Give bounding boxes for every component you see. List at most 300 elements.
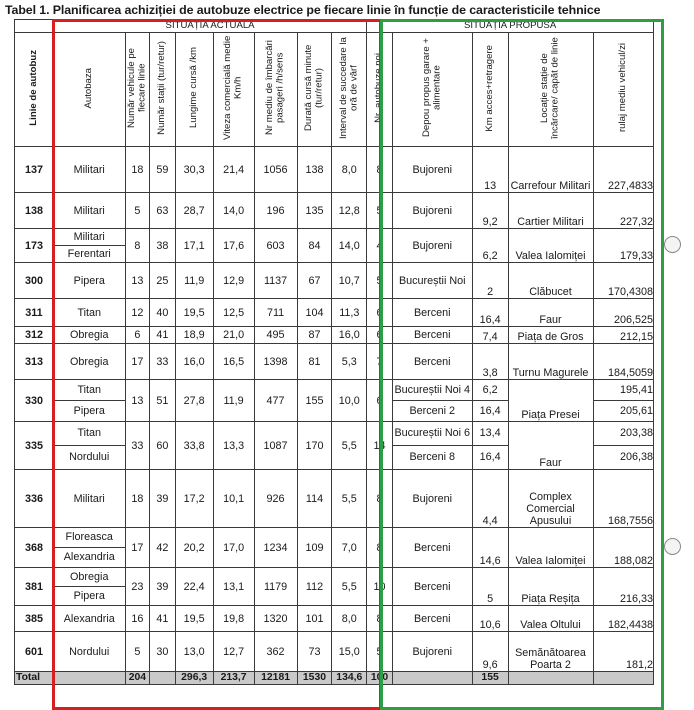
total-cell: 213,7	[213, 672, 254, 685]
radio-button[interactable]	[664, 236, 681, 253]
cell-new-buses: 14	[367, 422, 393, 470]
cell-autobaza	[53, 299, 125, 327]
column-header-label: Linie de autobuz	[27, 50, 39, 126]
cell-speed: 21,4	[213, 147, 254, 193]
column-header-label: Autobaza	[82, 67, 94, 109]
column-header	[175, 33, 213, 147]
cell-location-line: Cartier Militari	[517, 216, 584, 228]
cell-line: 336	[15, 470, 54, 528]
cell-autobaza	[53, 344, 125, 380]
cell-location	[508, 568, 593, 606]
column-header	[367, 33, 393, 147]
cell-stations: 39	[150, 568, 176, 606]
cell-km-access	[472, 380, 508, 422]
cell-km-access-line: 3,8	[482, 367, 498, 379]
cell-depot	[392, 380, 472, 422]
cell-location-line: Piața Reșița	[521, 593, 580, 605]
table-row	[15, 299, 654, 327]
cell-location-line: Turnu Magurele	[512, 367, 589, 379]
cell-new-buses: 6	[367, 380, 393, 422]
cell-depot	[392, 229, 472, 263]
cell-line: 385	[15, 606, 54, 632]
cell-location	[508, 528, 593, 568]
cell-autobaza-line: Alexandria	[63, 612, 115, 625]
cell-km-access-line: 2	[487, 286, 494, 298]
cell-length: 19,5	[175, 606, 213, 632]
cell-length: 18,9	[175, 327, 213, 344]
cell-autobaza	[53, 229, 125, 263]
cell-autobaza-line: Titan	[77, 427, 102, 439]
cell-duration: 135	[297, 193, 332, 229]
cell-interval: 8,0	[332, 606, 367, 632]
column-header-label: Depou propus garare + alimentare	[420, 38, 443, 138]
cell-depot	[392, 327, 472, 344]
cell-rulaj-line: 181,2	[625, 659, 653, 671]
cell-autobaza-line: Ferentari	[54, 245, 125, 262]
cell-vehicles: 13	[125, 380, 150, 422]
cell-depot-line: Bujoreni	[412, 239, 453, 252]
cell-km-access	[472, 422, 508, 470]
cell-speed: 21,0	[213, 327, 254, 344]
cell-location	[508, 422, 593, 470]
table-row	[15, 606, 654, 632]
cell-rulaj	[593, 147, 654, 193]
cell-autobaza-line: Obregia	[70, 355, 109, 368]
cell-rulaj-line: 206,38	[594, 445, 654, 469]
cell-duration: 81	[297, 344, 332, 380]
table-row	[15, 327, 654, 344]
table-row	[15, 147, 654, 193]
header-blank	[15, 20, 54, 33]
total-cell: 134,6	[332, 672, 367, 685]
cell-autobaza-line: Alexandria	[54, 547, 125, 567]
cell-location	[508, 606, 593, 632]
bus-plan-table	[14, 19, 654, 685]
cell-line: 311	[15, 299, 54, 327]
cell-length: 27,8	[175, 380, 213, 422]
cell-rulaj	[593, 229, 654, 263]
cell-km-access-line: 7,4	[482, 331, 498, 343]
cell-location-line: Faur	[539, 314, 562, 326]
cell-interval: 5,5	[332, 568, 367, 606]
cell-stations: 51	[150, 380, 176, 422]
cell-vehicles: 23	[125, 568, 150, 606]
cell-autobaza-line: Titan	[77, 306, 102, 319]
total-cell	[150, 672, 176, 685]
cell-autobaza	[53, 147, 125, 193]
cell-location-line: Carrefour Militari	[510, 180, 591, 192]
cell-new-buses: 8	[367, 528, 393, 568]
total-cell: 1530	[297, 672, 332, 685]
cell-autobaza	[53, 380, 125, 422]
cell-depot-line: Berceni	[413, 580, 451, 593]
cell-autobaza-line: Militari	[73, 204, 105, 217]
cell-speed: 12,7	[213, 632, 254, 672]
cell-km-access-line: 5	[487, 593, 494, 605]
column-header-row	[15, 33, 654, 147]
cell-interval: 10,7	[332, 263, 367, 299]
cell-km-access-line: 13,4	[479, 427, 501, 439]
cell-location	[508, 470, 593, 528]
cell-autobaza	[53, 528, 125, 568]
cell-location	[508, 380, 593, 422]
cell-depot-line: Berceni	[413, 329, 451, 341]
cell-location-line: Clăbucet	[529, 286, 572, 298]
column-header-label: Viteza comercială medie Km/h	[222, 35, 244, 141]
radio-button[interactable]	[664, 538, 681, 555]
table-row	[15, 528, 654, 568]
cell-autobaza	[53, 327, 125, 344]
cell-new-buses: 8	[367, 470, 393, 528]
cell-depot	[392, 568, 472, 606]
column-header	[254, 33, 297, 147]
cell-rulaj-line: 170,4308	[607, 286, 653, 298]
cell-km-access-line: 10,6	[479, 619, 501, 631]
cell-km-access	[472, 528, 508, 568]
cell-depot-line: Berceni 8	[393, 445, 472, 469]
table-row	[15, 470, 654, 528]
cell-length: 22,4	[175, 568, 213, 606]
cell-new-buses: 6	[367, 327, 393, 344]
column-header-label: Nr. autobuze noi	[373, 53, 385, 123]
cell-speed: 16,5	[213, 344, 254, 380]
cell-stations: 63	[150, 193, 176, 229]
cell-km-access	[472, 568, 508, 606]
group-header-current: SITUAȚIA ACTUALĂ	[53, 20, 366, 33]
cell-autobaza-line: Obregia	[70, 571, 109, 583]
cell-duration: 67	[297, 263, 332, 299]
cell-km-access-line: 9,2	[482, 216, 498, 228]
cell-location-line: Piața de Gros	[517, 331, 584, 343]
cell-location	[508, 193, 593, 229]
table-row	[15, 344, 654, 380]
cell-rulaj	[593, 632, 654, 672]
cell-speed: 10,1	[213, 470, 254, 528]
cell-stations: 60	[150, 422, 176, 470]
column-header	[297, 33, 332, 147]
cell-rulaj-line: 195,41	[619, 384, 653, 396]
cell-autobaza-line: Floreasca	[65, 531, 113, 543]
cell-stations: 42	[150, 528, 176, 568]
cell-location-line: Piața Presei	[521, 409, 580, 421]
cell-passengers: 495	[254, 327, 297, 344]
cell-depot-line: Bujoreni	[412, 163, 453, 176]
cell-location-line: Valea Oltului	[520, 619, 581, 631]
cell-rulaj	[593, 327, 654, 344]
cell-passengers: 1179	[254, 568, 297, 606]
cell-autobaza-line: Militari	[73, 231, 105, 243]
column-header	[332, 33, 367, 147]
cell-depot	[392, 422, 472, 470]
cell-interval: 5,5	[332, 470, 367, 528]
cell-stations: 41	[150, 327, 176, 344]
cell-rulaj	[593, 528, 654, 568]
total-cell: 100	[367, 672, 393, 685]
cell-autobaza-line: Nordului	[54, 445, 125, 469]
cell-duration: 138	[297, 147, 332, 193]
cell-km-access-line: 16,4	[473, 400, 508, 421]
cell-rulaj	[593, 422, 654, 470]
cell-speed: 13,3	[213, 422, 254, 470]
cell-rulaj	[593, 263, 654, 299]
cell-length: 30,3	[175, 147, 213, 193]
cell-location-line: Valea Ialomiței	[515, 555, 586, 567]
cell-autobaza	[53, 632, 125, 672]
cell-passengers: 603	[254, 229, 297, 263]
total-cell: 204	[125, 672, 150, 685]
column-header-label: Număr vehicule pe fiecare linie	[125, 48, 148, 128]
cell-length: 17,1	[175, 229, 213, 263]
cell-vehicles: 18	[125, 147, 150, 193]
cell-km-access	[472, 193, 508, 229]
cell-vehicles: 17	[125, 528, 150, 568]
cell-line: 312	[15, 327, 54, 344]
cell-rulaj	[593, 299, 654, 327]
cell-rulaj-line: 206,525	[613, 314, 653, 326]
cell-line: 335	[15, 422, 54, 470]
cell-line: 381	[15, 568, 54, 606]
cell-autobaza-line: Pipera	[54, 400, 125, 421]
cell-rulaj	[593, 568, 654, 606]
cell-duration: 170	[297, 422, 332, 470]
cell-depot	[392, 193, 472, 229]
cell-stations: 30	[150, 632, 176, 672]
cell-speed: 12,9	[213, 263, 254, 299]
cell-passengers: 196	[254, 193, 297, 229]
cell-rulaj-line: 216,33	[619, 593, 653, 605]
cell-km-access	[472, 344, 508, 380]
cell-vehicles: 16	[125, 606, 150, 632]
column-header	[508, 33, 593, 147]
cell-passengers: 477	[254, 380, 297, 422]
cell-depot-line: Berceni	[413, 612, 451, 625]
cell-rulaj	[593, 606, 654, 632]
cell-depot-line: Berceni 2	[393, 400, 472, 421]
total-cell: 296,3	[175, 672, 213, 685]
cell-line: 330	[15, 380, 54, 422]
total-cell: Total	[15, 672, 126, 685]
cell-speed: 11,9	[213, 380, 254, 422]
table-row	[15, 380, 654, 422]
cell-length: 17,2	[175, 470, 213, 528]
cell-depot	[392, 606, 472, 632]
cell-autobaza	[53, 263, 125, 299]
cell-location	[508, 327, 593, 344]
cell-depot	[392, 470, 472, 528]
cell-line: 368	[15, 528, 54, 568]
cell-depot-line: Bucureștii Noi 6	[394, 427, 471, 439]
cell-length: 20,2	[175, 528, 213, 568]
table-row	[15, 422, 654, 470]
cell-autobaza-line: Nordului	[69, 645, 110, 658]
cell-km-access-line: 16,4	[473, 445, 508, 469]
cell-passengers: 711	[254, 299, 297, 327]
column-header-label: Locație stație de încărcare/ capăt de linie	[539, 37, 561, 139]
cell-line: 173	[15, 229, 54, 263]
cell-stations: 39	[150, 470, 176, 528]
cell-rulaj-line: 182,4438	[607, 619, 653, 631]
cell-rulaj-line: 227,32	[619, 216, 653, 228]
cell-interval: 14,0	[332, 229, 367, 263]
cell-km-access	[472, 606, 508, 632]
cell-location	[508, 344, 593, 380]
cell-km-access-line: 6,2	[482, 250, 498, 262]
column-header-label: Interval de succedare la oră de vârf	[337, 37, 360, 139]
cell-new-buses: 5	[367, 193, 393, 229]
cell-interval: 7,0	[332, 528, 367, 568]
cell-rulaj-line: 168,7556	[607, 515, 653, 527]
table-header	[15, 20, 654, 147]
cell-location-line: Valea Ialomiței	[515, 250, 586, 262]
cell-km-access-line: 9,6	[482, 659, 498, 671]
table-body	[15, 147, 654, 685]
cell-depot-line: Berceni	[413, 541, 451, 554]
cell-line: 601	[15, 632, 54, 672]
cell-km-access-line: 14,6	[479, 555, 501, 567]
cell-new-buses: 5	[367, 632, 393, 672]
cell-speed: 13,1	[213, 568, 254, 606]
cell-interval: 12,8	[332, 193, 367, 229]
cell-passengers: 1056	[254, 147, 297, 193]
cell-rulaj	[593, 193, 654, 229]
cell-autobaza	[53, 422, 125, 470]
cell-rulaj-line: 184,5059	[607, 367, 653, 379]
total-cell	[593, 672, 654, 685]
cell-stations: 40	[150, 299, 176, 327]
cell-autobaza-line: Pipera	[54, 586, 125, 605]
cell-depot-line: Berceni	[413, 355, 451, 368]
cell-km-access	[472, 147, 508, 193]
cell-autobaza	[53, 193, 125, 229]
cell-duration: 109	[297, 528, 332, 568]
cell-location	[508, 229, 593, 263]
column-header-label: rulaj mediu vehicul/zi	[617, 43, 628, 133]
table-row	[15, 229, 654, 263]
cell-rulaj	[593, 380, 654, 422]
cell-rulaj	[593, 470, 654, 528]
cell-length: 11,9	[175, 263, 213, 299]
cell-vehicles: 18	[125, 470, 150, 528]
column-header	[53, 33, 125, 147]
cell-vehicles: 5	[125, 632, 150, 672]
cell-vehicles: 13	[125, 263, 150, 299]
cell-rulaj-line: 227,4833	[607, 180, 653, 192]
cell-vehicles: 8	[125, 229, 150, 263]
cell-new-buses: 6	[367, 299, 393, 327]
cell-vehicles: 5	[125, 193, 150, 229]
cell-new-buses: 10	[367, 568, 393, 606]
table-row	[15, 632, 654, 672]
cell-depot-line: Berceni	[413, 306, 451, 319]
cell-new-buses: 4	[367, 229, 393, 263]
cell-stations: 41	[150, 606, 176, 632]
cell-duration: 112	[297, 568, 332, 606]
cell-depot-line: Bujoreni	[412, 645, 453, 658]
cell-duration: 155	[297, 380, 332, 422]
cell-duration: 84	[297, 229, 332, 263]
column-header	[472, 33, 508, 147]
cell-depot-line: Bucureștii Noi	[398, 274, 466, 287]
cell-depot	[392, 632, 472, 672]
cell-new-buses: 8	[367, 147, 393, 193]
cell-depot-line: Bucureștii Noi 4	[394, 384, 471, 396]
cell-rulaj	[593, 344, 654, 380]
cell-speed: 19,8	[213, 606, 254, 632]
cell-vehicles: 6	[125, 327, 150, 344]
cell-vehicles: 17	[125, 344, 150, 380]
cell-location	[508, 299, 593, 327]
cell-km-access	[472, 632, 508, 672]
cell-speed: 17,6	[213, 229, 254, 263]
column-header	[150, 33, 176, 147]
cell-length: 19,5	[175, 299, 213, 327]
group-header-row	[15, 20, 654, 33]
group-header-proposed: SITUAȚIA PROPUSĂ	[367, 20, 654, 33]
cell-autobaza-line: Titan	[77, 384, 102, 396]
cell-rulaj-line: 203,38	[619, 427, 653, 439]
cell-autobaza	[53, 470, 125, 528]
total-cell: 155	[472, 672, 508, 685]
cell-rulaj-line: 212,15	[619, 331, 653, 343]
column-header	[213, 33, 254, 147]
column-header	[15, 33, 54, 147]
cell-km-access	[472, 470, 508, 528]
cell-line: 313	[15, 344, 54, 380]
cell-autobaza-line: Militari	[73, 163, 105, 176]
cell-km-access-line: 6,2	[482, 384, 498, 396]
table-row	[15, 568, 654, 606]
cell-km-access	[472, 327, 508, 344]
column-header	[392, 33, 472, 147]
cell-km-access	[472, 299, 508, 327]
cell-new-buses: 5	[367, 263, 393, 299]
column-header-label: Număr stații (tur/retur)	[156, 41, 168, 135]
cell-passengers: 1398	[254, 344, 297, 380]
cell-vehicles: 33	[125, 422, 150, 470]
cell-line: 137	[15, 147, 54, 193]
total-cell: 12181	[254, 672, 297, 685]
cell-length: 13,0	[175, 632, 213, 672]
cell-rulaj-line: 205,61	[594, 400, 654, 421]
cell-stations: 38	[150, 229, 176, 263]
cell-duration: 114	[297, 470, 332, 528]
cell-km-access-line: 13	[484, 180, 497, 192]
table-title: Tabel 1. Planificarea achiziției de autobuze electrice pe fiecare linie în funcție de caracteristicile tehnice	[5, 3, 601, 17]
cell-speed: 14,0	[213, 193, 254, 229]
column-header-label: Nr mediu de îmbarcări pasageri /h/sens	[264, 40, 286, 136]
cell-autobaza	[53, 606, 125, 632]
cell-duration: 101	[297, 606, 332, 632]
cell-line: 300	[15, 263, 54, 299]
cell-duration: 104	[297, 299, 332, 327]
cell-passengers: 1234	[254, 528, 297, 568]
table-row	[15, 193, 654, 229]
cell-passengers: 1320	[254, 606, 297, 632]
cell-depot	[392, 528, 472, 568]
column-header	[593, 33, 654, 147]
cell-depot-line: Bujoreni	[412, 204, 453, 217]
cell-interval: 5,5	[332, 422, 367, 470]
cell-length: 33,8	[175, 422, 213, 470]
cell-passengers: 926	[254, 470, 297, 528]
cell-interval: 10,0	[332, 380, 367, 422]
cell-rulaj-line: 179,33	[619, 250, 653, 262]
cell-interval: 16,0	[332, 327, 367, 344]
total-row	[15, 672, 654, 685]
cell-interval: 5,3	[332, 344, 367, 380]
total-cell	[392, 672, 472, 685]
cell-autobaza-line: Pipera	[73, 274, 105, 287]
